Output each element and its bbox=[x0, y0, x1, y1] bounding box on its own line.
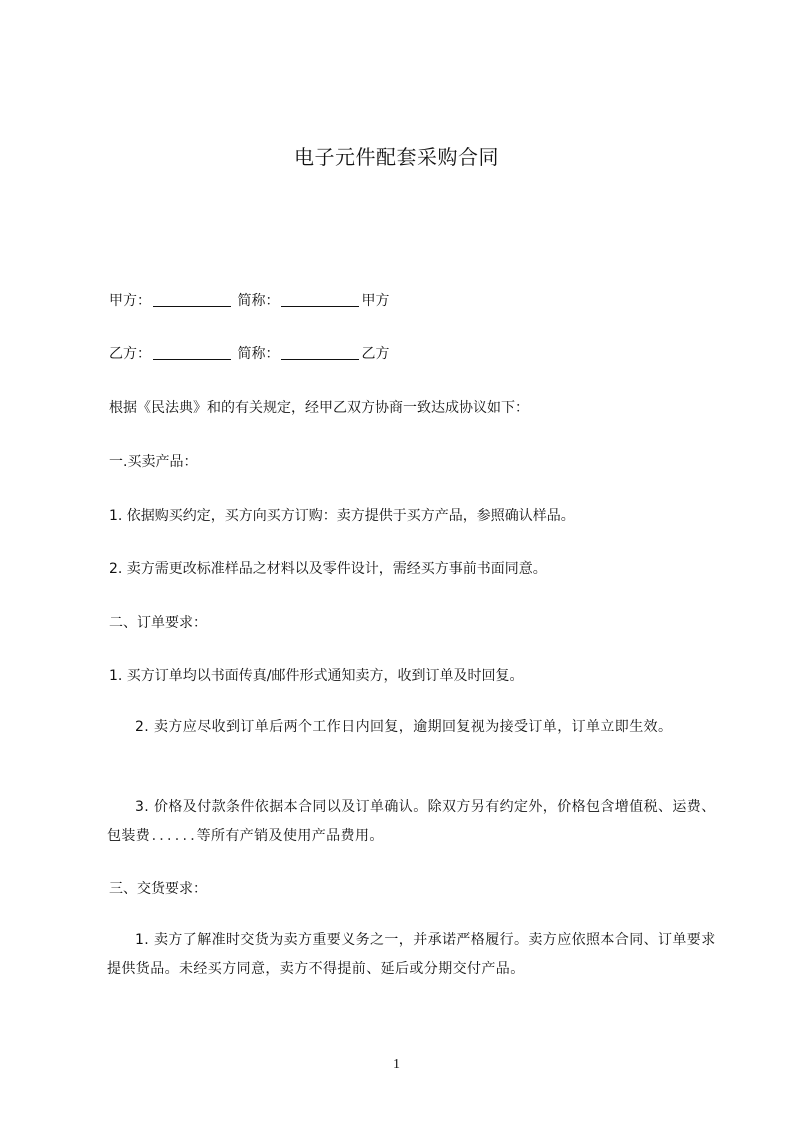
party-b-line bbox=[109, 342, 719, 366]
section-1-item-1: 1. 依据购买约定，买方向买方订购：卖方提供于买方产品，参照确认样品。 bbox=[109, 508, 575, 524]
contract-title: 电子元件配套采购合同 bbox=[294, 145, 499, 169]
section-1-item-2: 2. 卖方需更改标准样品之材料以及零件设计，需经买方事前书面同意。 bbox=[109, 561, 547, 577]
party-b-short-blank bbox=[281, 345, 359, 360]
section-3-heading: 三、交货要求： bbox=[109, 881, 207, 897]
section-3-item-1: 1. 卖方了解准时交货为卖方重要义务之一，并承诺严格履行。卖方应依照本合同、订单要求提供货品。未经买方同意，卖方不得提前、延后或分期交付产品。 bbox=[107, 932, 716, 977]
party-a-short-blank bbox=[281, 292, 359, 307]
section-2-item-2: 2. 卖方应尽收到订单后两个工作日内回复，逾期回复视为接受订单，订单立即生效。 bbox=[135, 719, 673, 735]
party-a-short-label: 简称： bbox=[237, 293, 280, 309]
party-b-name-blank bbox=[153, 345, 231, 360]
section-2-item-3-tail: 等所有产销及使用产品费用。 bbox=[196, 828, 384, 844]
section-2-heading: 二、订单要求： bbox=[109, 615, 207, 631]
party-a-short-value: 甲方 bbox=[361, 293, 390, 309]
party-a-name-blank bbox=[153, 292, 231, 307]
party-a-label: 甲方： bbox=[109, 293, 151, 309]
ellipsis: ...... bbox=[150, 829, 197, 843]
page-number: 1 bbox=[393, 1057, 400, 1072]
section-2-item-1: 1. 买方订单均以书面传真/邮件形式通知卖方，收到订单及时回复。 bbox=[109, 668, 524, 684]
party-b-short-value: 乙方 bbox=[361, 346, 390, 362]
party-a-line bbox=[109, 289, 719, 313]
section-2-item-3-text: 3. 价格及付款条件依据本合同以及订单确认。除双方另有约定外，价格包含增值税、运费、包装费 bbox=[107, 799, 716, 844]
preamble: 根据《民法典》和的有关规定，经甲乙双方协商一致达成协议如下： bbox=[109, 400, 529, 416]
section-1-heading: 一.买卖产品： bbox=[109, 454, 198, 470]
party-b-short-label: 简称： bbox=[237, 346, 280, 362]
section-2-item-3 bbox=[107, 793, 717, 851]
party-b-label: 乙方： bbox=[109, 346, 151, 362]
